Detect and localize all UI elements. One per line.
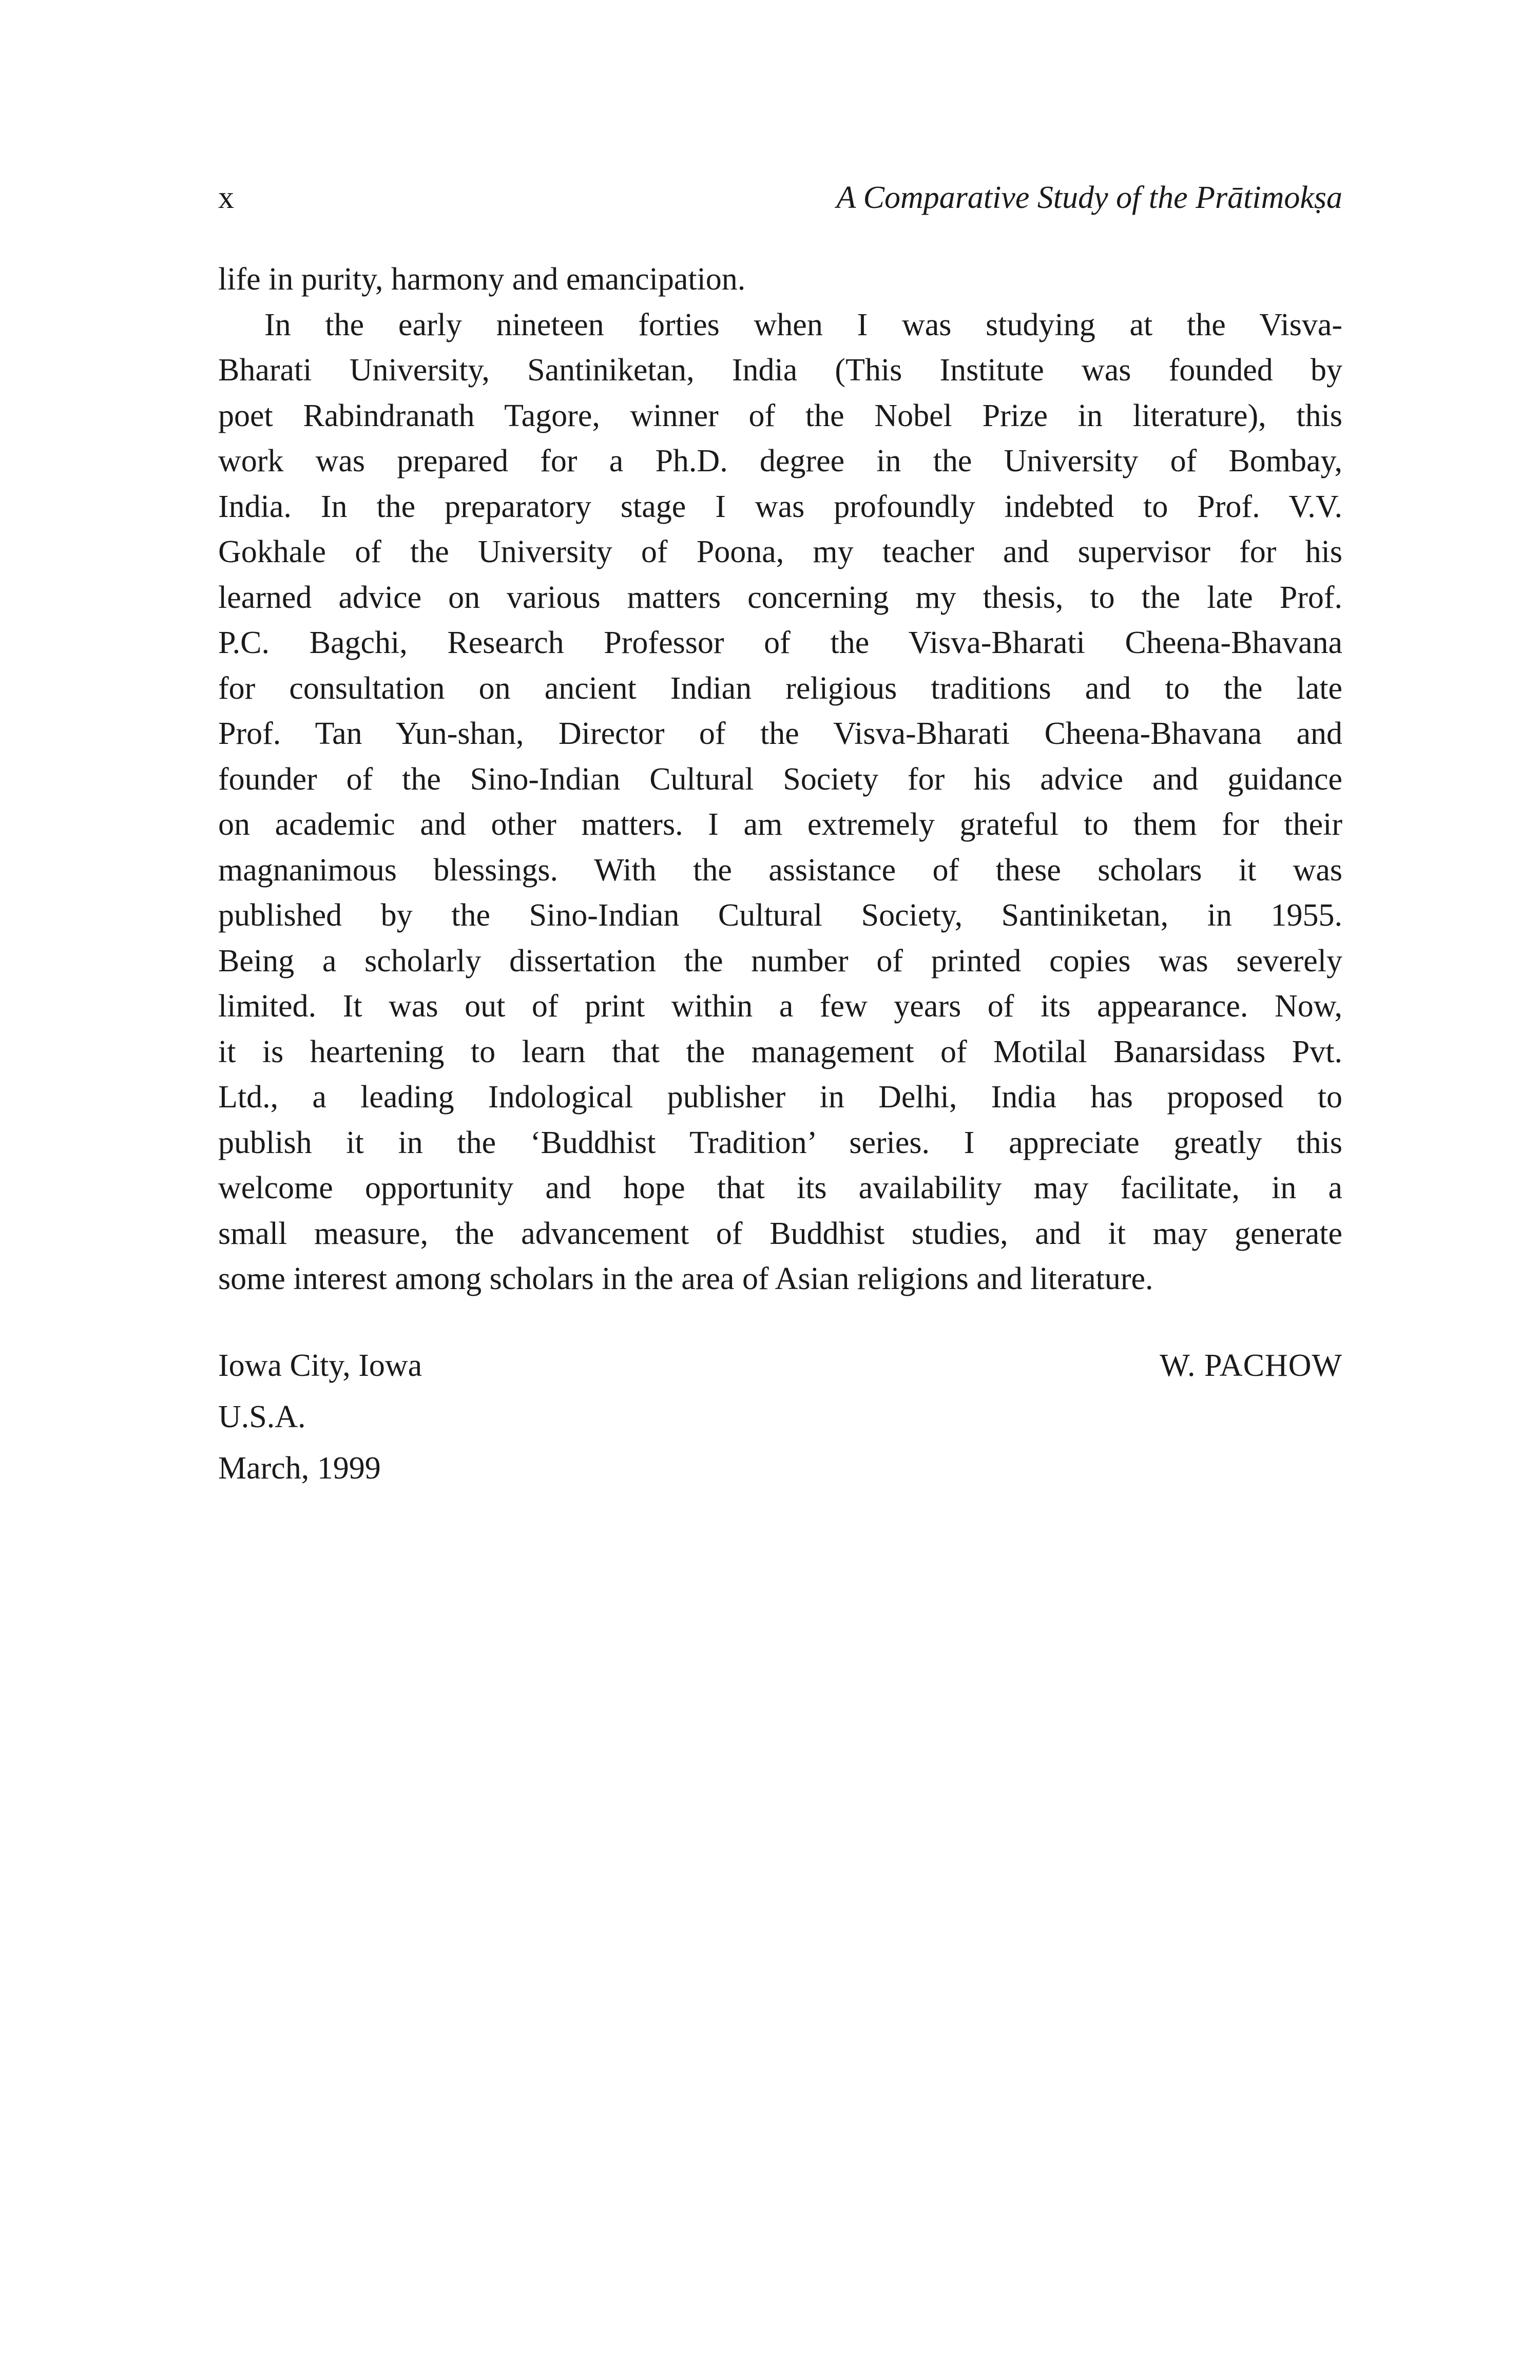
- text-line: Being a scholarly dissertation the number of printed copies was severely: [218, 943, 1342, 978]
- text-line: work was prepared for a Ph.D. degree in the University of Bombay,: [218, 444, 1342, 478]
- text-line: Gokhale of the University of Poona, my teacher and supervisor for his: [218, 534, 1342, 569]
- text-line: publish it in the ‘Buddhist Tradition’ series. I appreciate greatly this: [218, 1125, 1342, 1160]
- text-line: it is heartening to learn that the management of Motilal Banarsidass Pvt.: [218, 1034, 1342, 1069]
- text-line: P.C. Bagchi, Research Professor of the Visva-Bharati Cheena-Bhavana: [218, 625, 1342, 660]
- text-line: Ltd., a leading Indological publisher in Delhi, India has proposed to: [218, 1080, 1342, 1115]
- text-line: some interest among scholars in the area of Asian religions and literature.: [218, 1261, 1153, 1296]
- text-line: poet Rabindranath Tagore, winner of the Nobel Prize in literature), this: [218, 398, 1342, 433]
- text-line: on academic and other matters. I am extremely grateful to them for their: [218, 807, 1342, 842]
- text-line: In the early nineteen forties when I was studying at the Visva-: [264, 307, 1342, 342]
- text-line: learned advice on various matters concerning my thesis, to the late Prof.: [218, 580, 1342, 615]
- text-line: small measure, the advancement of Buddhist studies, and it may generate: [218, 1216, 1342, 1251]
- running-head: [218, 169, 1342, 226]
- running-title: A Comparative Study of the Prātimokṣa: [836, 180, 1342, 215]
- text-line: India. In the preparatory stage I was profoundly indebted to Prof. V.V.: [218, 489, 1342, 524]
- text-line: for consultation on ancient Indian religious traditions and to the late: [218, 670, 1342, 706]
- signoff-date: March, 1999: [218, 1451, 381, 1486]
- preface-text: [218, 257, 1342, 1302]
- text-line: founder of the Sino-Indian Cultural Society for his advice and guidance: [218, 761, 1342, 797]
- page-number: x: [218, 180, 234, 215]
- text-line: Bharati University, Santiniketan, India (This Institute was founded by: [218, 353, 1342, 388]
- text-line: magnanimous blessings. With the assistance of these scholars it was: [218, 852, 1342, 888]
- place-city: Iowa City, Iowa: [218, 1348, 422, 1383]
- text-line: published by the Sino-Indian Cultural Society, Santiniketan, in 1955.: [218, 898, 1342, 933]
- author-name: W. PACHOW: [1160, 1348, 1342, 1383]
- text-line: life in purity, harmony and emancipation.: [218, 262, 746, 297]
- place-and-date: [218, 1340, 422, 1494]
- text-line: welcome opportunity and hope that its availability may facilitate, in a: [218, 1170, 1342, 1205]
- place-country: U.S.A.: [218, 1399, 306, 1434]
- text-line: Prof. Tan Yun-shan, Director of the Visva-Bharati Cheena-Bhavana and: [218, 716, 1342, 751]
- text-line: limited. It was out of print within a few years of its appearance. Now,: [218, 989, 1342, 1024]
